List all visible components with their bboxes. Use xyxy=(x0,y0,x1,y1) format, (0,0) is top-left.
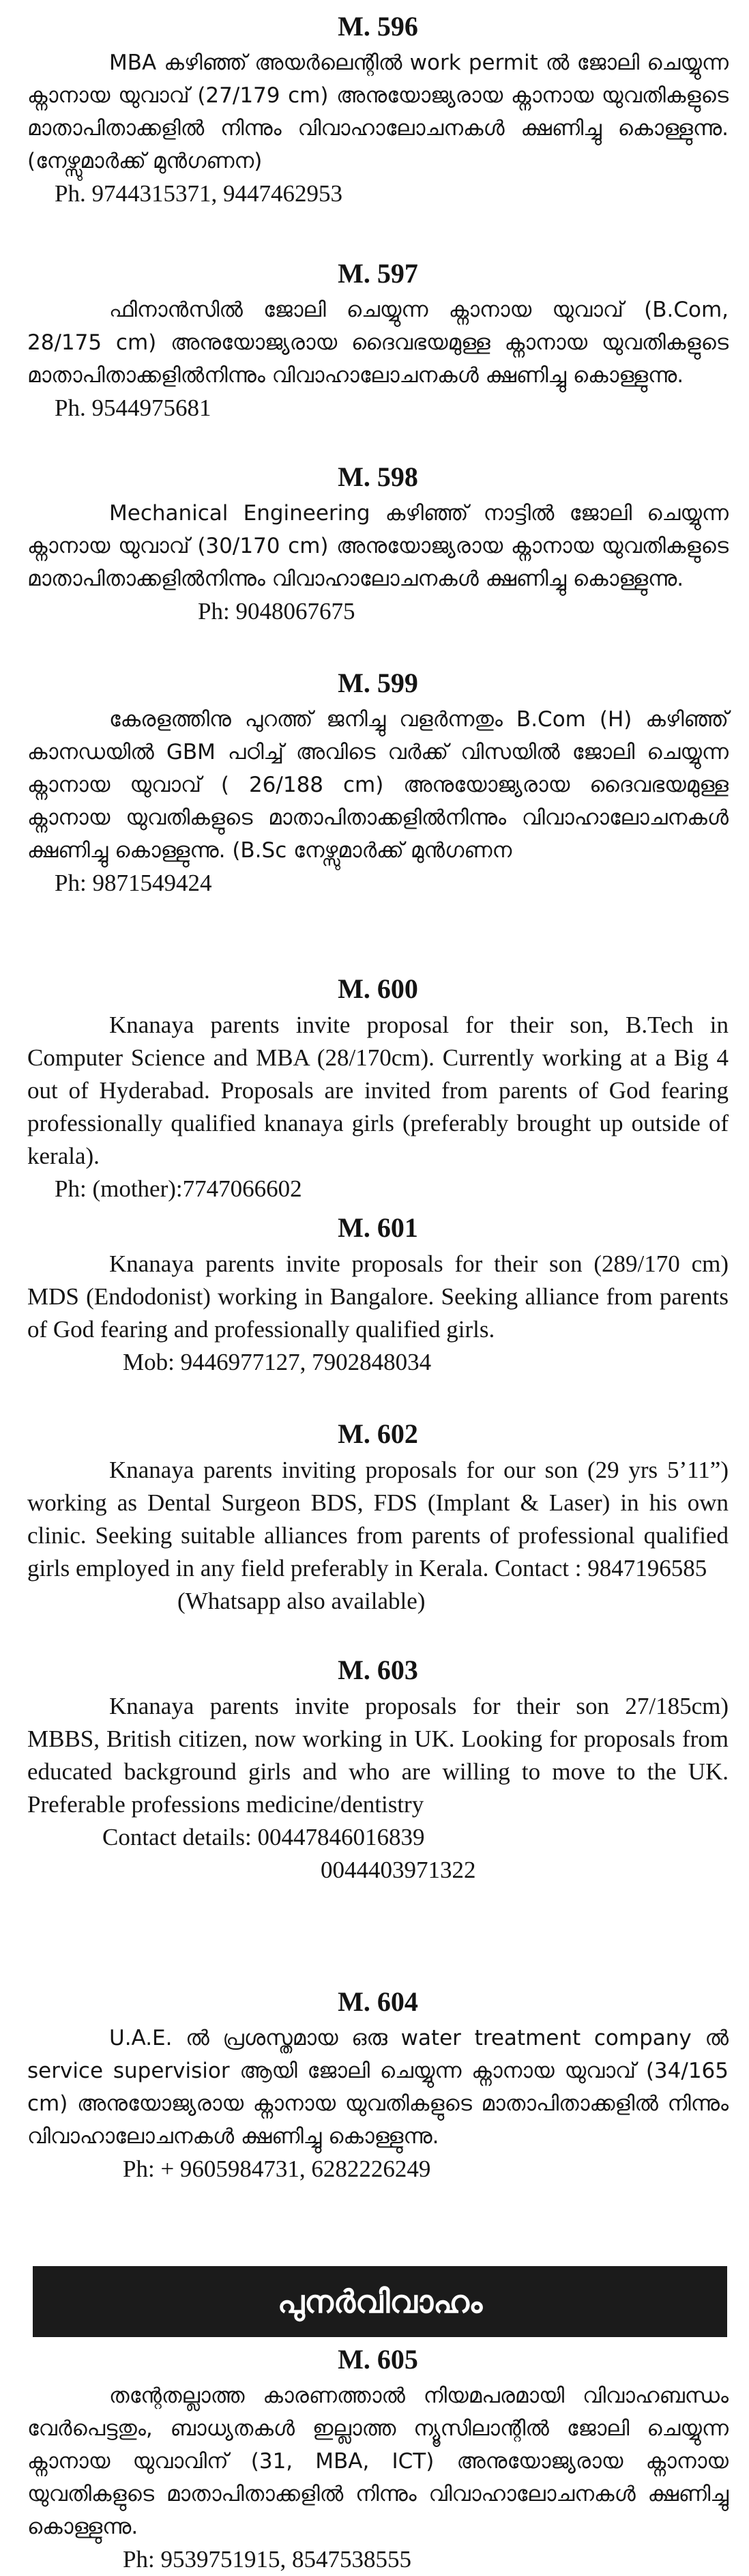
listing-m600 xyxy=(27,969,729,1205)
listing-number: M. 601 xyxy=(338,1212,418,1243)
listing-m604 xyxy=(27,1982,729,2186)
listing-text: Mechanical Engineering കഴിഞ്ഞ് നാട്ടിൽ ജോലി ചെയ്യുന്ന ക്നാനായ യുവാവ് (30/170 cm) അനുയോജ്യരായ ക്നാനായ യുവതികളുടെ മാതാപിതാക്കളിൽനിന്നും വിവാഹാലോചനകൾ ക്ഷണിച്ചു കൊള്ളുന്നു. xyxy=(27,501,729,591)
listing-text: Knanaya parents invite proposal for their son, B.Tech in Computer Science and MBA (28/170cm). Currently working at a Big 4 out of Hyderabad. Proposals are invited from parents of God fearing professionally qualified knanaya girls (preferably brought up outside of kerala). xyxy=(27,1012,729,1169)
listing-m602 xyxy=(27,1414,729,1618)
listing-m605 xyxy=(27,2340,729,2576)
listing-text: തന്റേതല്ലാത്ത കാരണത്താൽ നിയമപരമായി വിവാഹബന്ധം വേർപെട്ടതും, ബാധ്യതകൾ ഇല്ലാത്ത ന്യൂസിലാന്റിൽ ജോലി ചെയ്യുന്ന ക്നാനായ യുവാവിന് (31, MBA, ICT) അനുയോജ്യരായ ക്നാനായ യുവതികളുടെ മാതാപിതാക്കളിൽ നിന്നും വിവാഹാലോചനകൾ ക്ഷണിച്ചു കൊള്ളുന്നു. xyxy=(27,2384,729,2539)
listing-number: M. 603 xyxy=(338,1655,418,1685)
listing-m599 xyxy=(27,663,729,900)
listing-number: M. 600 xyxy=(338,973,418,1004)
listing-contact: Contact details: 00447846016839 xyxy=(102,1824,425,1850)
listing-text: കേരളത്തിനു പുറത്ത് ജനിച്ചു വളർന്നതും B.Com (H) കഴിഞ്ഞ് കാനഡയിൽ GBM പഠിച്ച് അവിടെ വർക്ക് വിസയിൽ ജോലി ചെയ്യുന്ന ക്നാനായ യുവാവ് ( 26/188 cm) അനുയോജ്യരായ ദൈവഭയമുള്ള ക്നാനായ യുവതികളുടെ മാതാപിതാക്കളിൽനിന്നും വിവാഹാലോചനകൾ ക്ഷണിച്ചു കൊള്ളുന്നു. (B.Sc നേഴ്സുമാർക്ക് മുൻഗണന xyxy=(27,707,729,863)
listing-contact: Mob: 9446977127, 7902848034 xyxy=(123,1349,432,1375)
listing-m596 xyxy=(27,7,729,210)
listing-number: M. 596 xyxy=(338,11,418,42)
listing-m601 xyxy=(27,1208,729,1379)
listing-contact: Ph: + 9605984731, 6282226249 xyxy=(123,2156,431,2182)
listing-number: M. 602 xyxy=(338,1418,418,1449)
listing-contact: Ph: 9871549424 xyxy=(55,870,212,896)
listing-contact-secondary: 0044403971322 xyxy=(321,1857,476,1883)
listing-text: Knanaya parents invite proposals for their son (289/170 cm) MDS (Endodonist) working in Bangalore. Seeking alliance from parents of God fearing and professionally qualified girls. xyxy=(27,1250,729,1343)
listing-number: M. 597 xyxy=(338,258,418,289)
listing-m603 xyxy=(27,1650,729,1887)
listing-contact: Ph: 9539751915, 8547538555 xyxy=(123,2546,411,2573)
listing-text: U.A.E. ൽ പ്രശസ്തമായ ഒരു water treatment company ൽ service supervisior ആയി ജോലി ചെയ്യുന്ന ക്നാനായ യുവാവ് (34/165 cm) അനുയോജ്യരായ ക്നാനായ യുവതികളുടെ മാതാപിതാക്കളിൽ നിന്നും വിവാഹാലോചനകൾ ക്ഷണിച്ചു കൊള്ളുന്നു. xyxy=(27,2026,729,2149)
listing-m598 xyxy=(27,457,729,628)
listing-number: M. 604 xyxy=(338,1986,418,2017)
listing-number: M. 599 xyxy=(338,668,418,698)
listing-text: Knanaya parents inviting proposals for our son (29 yrs 5’11”) working as Dental Surgeon BDS, FDS (Implant & Laser) in his own clinic. Seeking suitable alliances from parents of professional qualified girls employed in any field preferably in Kerala. Contact : 9847196585 xyxy=(27,1457,729,1582)
listing-number: M. 605 xyxy=(338,2344,418,2375)
listing-text: ഫിനാൻസിൽ ജോലി ചെയ്യുന്ന ക്നാനായ യുവാവ് (B.Com, 28/175 cm) അനുയോജ്യരായ ദൈവഭയമുള്ള ക്നാനായ യുവതികളുടെ മാതാപിതാക്കളിൽനിന്നും വിവാഹാലോചനകൾ ക്ഷണിച്ചു കൊള്ളുന്നു. xyxy=(27,298,729,388)
listing-m597 xyxy=(27,254,729,425)
listing-contact: Ph: (mother):7747066602 xyxy=(55,1175,302,1202)
listing-contact: Ph. 9744315371, 9447462953 xyxy=(55,180,342,207)
listing-text: MBA കഴിഞ്ഞ് അയർലെന്റിൽ work permit ൽ ജോലി ചെയ്യുന്ന ക്നാനായ യുവാവ് (27/179 cm) അനുയോജ്യരായ ക്നാനായ യുവതികളുടെ മാതാപിതാക്കളിൽ നിന്നും വിവാഹാലോചനകൾ ക്ഷണിച്ചു കൊള്ളുന്നു. (നേഴ്സുമാർക്ക് മുൻഗണന) xyxy=(27,51,729,173)
section-banner-remarriage: പുനർവിവാഹം xyxy=(33,2266,727,2337)
listing-text: Knanaya parents invite proposals for their son 27/185cm) MBBS, British citizen, now working in UK. Looking for proposals from educated background girls and who are willing to move to the UK. Preferable professions medicine/dentistry xyxy=(27,1693,729,1818)
listing-contact: (Whatsapp also available) xyxy=(177,1588,426,1614)
listing-number: M. 598 xyxy=(338,461,418,492)
listing-contact: Ph: 9048067675 xyxy=(198,598,355,625)
listing-contact: Ph. 9544975681 xyxy=(55,395,211,421)
